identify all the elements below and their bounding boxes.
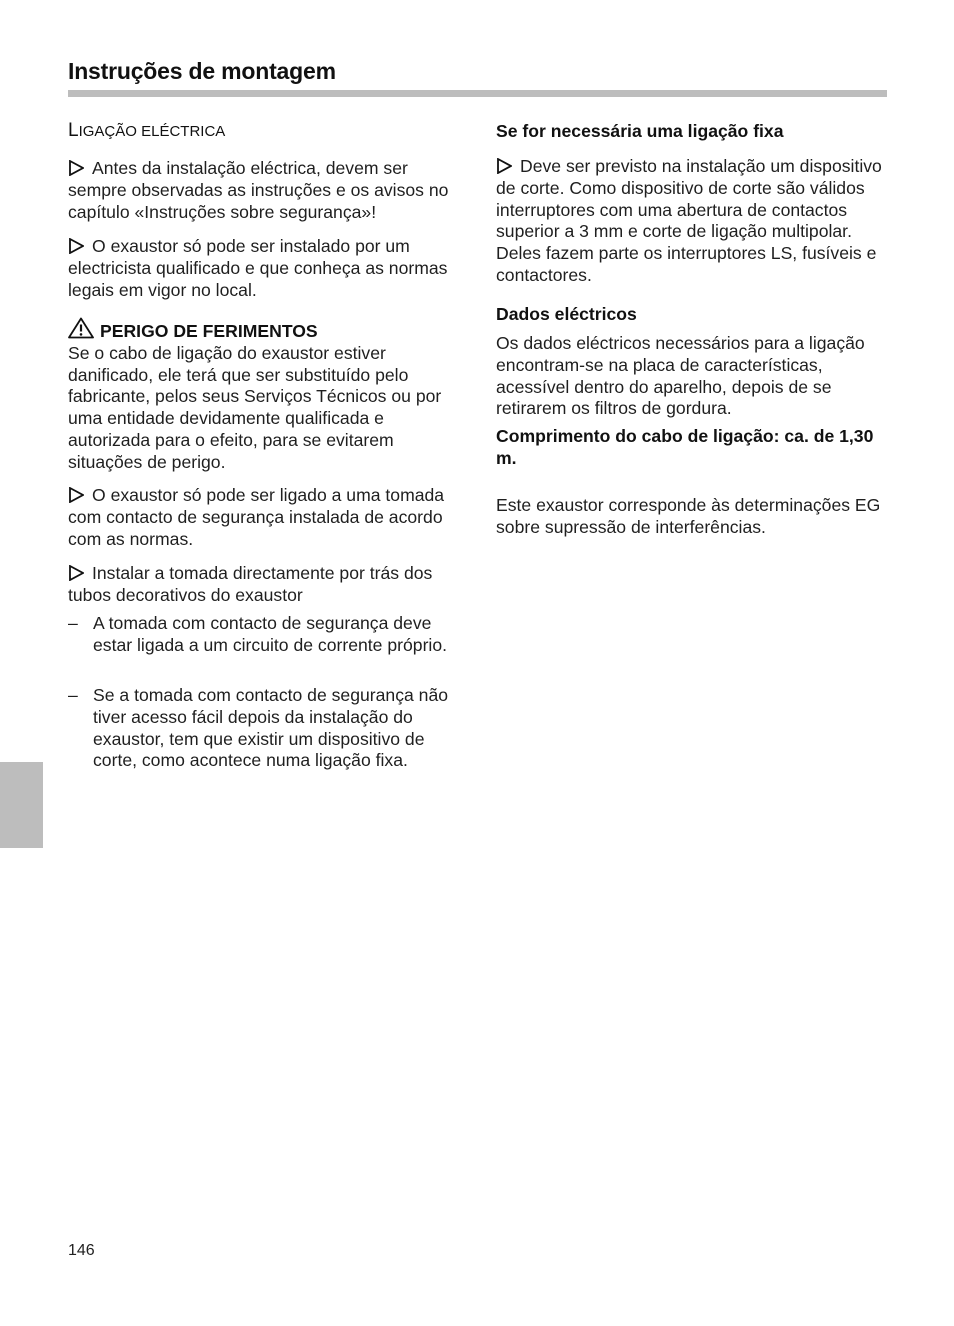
dash-bullet: –	[68, 613, 78, 633]
instruction-paragraph-3: O exaustor só pode ser ligado a uma tomada com contacto de segurança instalada de acordo com as normas.	[68, 485, 445, 549]
instruction-paragraph-4: Instalar a tomada directamente por trás dos tubos decorativos do exaustor	[68, 563, 433, 605]
warning-triangle-icon	[68, 317, 94, 339]
dash-bullet: –	[68, 685, 78, 705]
heading-initial: L	[68, 120, 79, 141]
instruction-paragraph-2: O exaustor só pode ser instalado por um electricista qualificado e que conheça as normas legais em vigor no local.	[68, 236, 448, 300]
title-rule	[68, 90, 887, 97]
heading-rest: IGAÇÃO ELÉCTRICA	[78, 123, 226, 140]
arrow-right-icon	[68, 238, 84, 254]
warning-text: Se o cabo de ligação do exaustor estiver danificado, ele terá que ser substituído pelo fabricante, pelos seus Serviços Técnicos ou por uma entidade devidamente qualificada e autorizada para o efeito, para se evitarem situações de perigo.	[68, 342, 442, 472]
electrical-data-paragraph: Os dados eléctricos necessários para a ligação encontram-se na placa de características, acessível dentro do aparelho, depois de se retirarem os filtros de gordura.	[496, 333, 865, 419]
arrow-right-icon	[68, 160, 84, 176]
warning-heading: PERIGO DE FERIMENTOS	[68, 317, 460, 343]
instruction-paragraph-fixed: Deve ser previsto na instalação um dispositivo de corte. Como dispositivo de corte são válidos interruptores com uma abertura de contactos superior a 3 mm e corte de ligação multipolar. Deles fazem parte os interruptores LS, fusíveis e contactores.	[496, 156, 882, 285]
section-heading-fixed-connection: Se for necessária uma ligação fixa	[496, 121, 784, 141]
side-tab	[0, 762, 43, 848]
section-heading-electrical-data: Dados eléctricos	[496, 304, 637, 324]
arrow-right-icon	[68, 565, 84, 581]
page-number: 146	[68, 1242, 95, 1259]
warning-block	[68, 317, 460, 474]
arrow-right-icon	[68, 487, 84, 503]
interference-paragraph: Este exaustor corresponde às determinações EG sobre supressão de interferências.	[496, 495, 881, 537]
cable-length: Comprimento do cabo de ligação: ca. de 1,30 m.	[496, 426, 874, 468]
arrow-right-icon	[496, 158, 512, 174]
instruction-paragraph-1: Antes da instalação eléctrica, devem ser sempre observadas as instruções e os avisos no capítulo «Instruções sobre segurança»!	[68, 158, 449, 222]
section-heading-electrical-connection	[68, 120, 225, 143]
page-title: Instruções de montagem	[68, 58, 336, 84]
